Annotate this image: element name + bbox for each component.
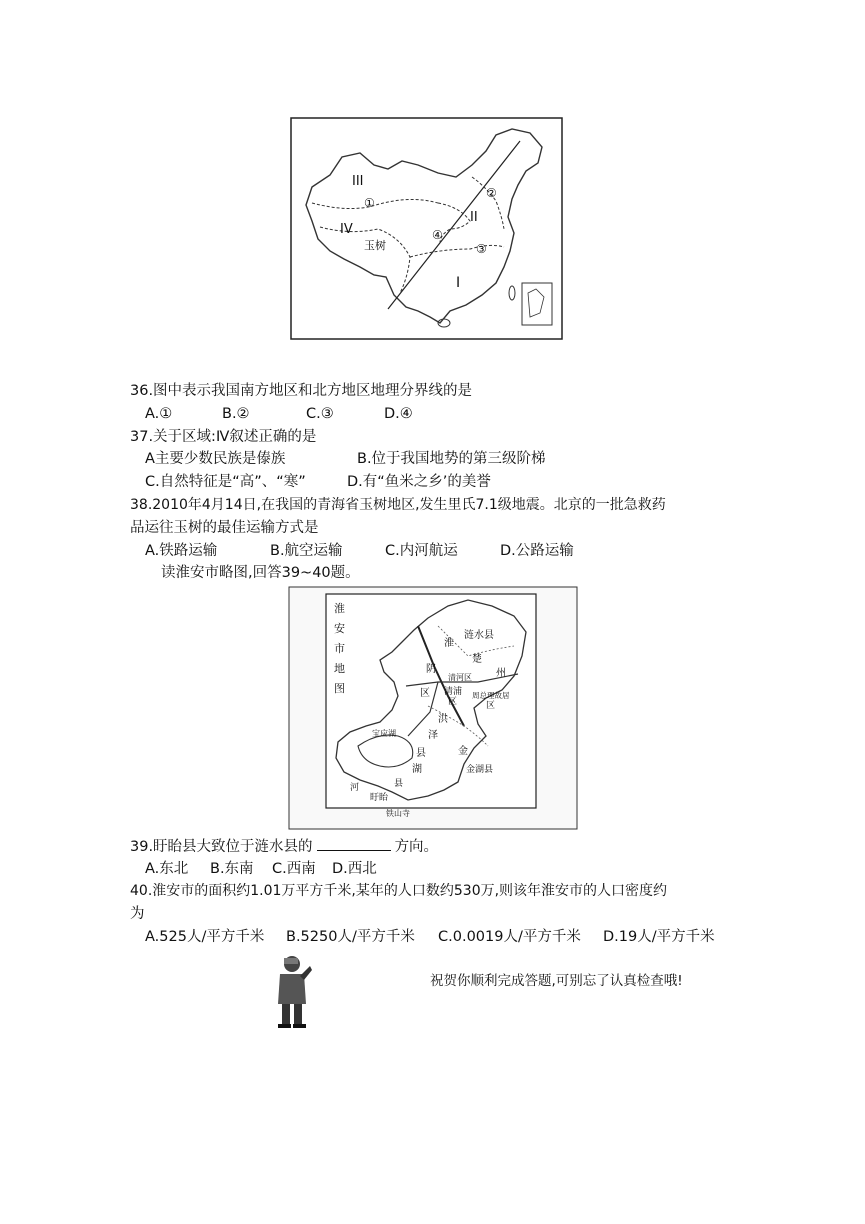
q39-option-a: A.东北 bbox=[145, 861, 189, 877]
q38-option-a: A.铁路运输 bbox=[145, 543, 218, 559]
xuyi-xian-label: 县 bbox=[394, 779, 404, 789]
q36-option-a: A.① bbox=[145, 406, 173, 422]
region-iv-label: IV bbox=[340, 222, 353, 237]
q39-stem-before: 39.盱眙县大致位于涟水县的 bbox=[130, 839, 313, 855]
qingpu-label: 清浦 bbox=[444, 687, 463, 697]
q37-stem: 37.关于区域:Ⅳ叙述正确的是 bbox=[130, 429, 317, 445]
q40-stem-line2: 为 bbox=[130, 906, 145, 922]
q39-stem-after: 方向。 bbox=[394, 839, 439, 855]
chuzhou-qu-label: 区 bbox=[486, 701, 496, 711]
map2-intro: 读淮安市略图,回答39~40题。 bbox=[161, 565, 360, 581]
q39-answer-blank bbox=[317, 836, 391, 851]
q38-option-d: D.公路运输 bbox=[500, 543, 574, 559]
tieshan-label: 铁山寺 bbox=[386, 809, 410, 818]
china-regions-map bbox=[290, 117, 563, 340]
qinghe-label: 清河区 bbox=[448, 673, 472, 682]
huaiyin-label-3: 区 bbox=[420, 688, 430, 699]
q38-stem-line2: 品运往玉树的最佳运输方式是 bbox=[130, 520, 319, 536]
zhouenlai-label: 周总理故居 bbox=[472, 691, 510, 700]
q39-stem bbox=[130, 836, 438, 857]
huaiyin-label-2: 阴 bbox=[426, 664, 436, 675]
region-iii-label: III bbox=[352, 174, 364, 189]
q40-option-a: A.525人/平方千米 bbox=[145, 929, 265, 945]
xuyi-label: 盱眙 bbox=[370, 793, 389, 803]
hongze-label-1: 洪 bbox=[438, 714, 448, 725]
q37-option-b: B.位于我国地势的第三级阶梯 bbox=[357, 451, 546, 467]
thinking-man-illustration bbox=[262, 952, 324, 1032]
marker-3: ③ bbox=[476, 242, 487, 256]
q40-stem-line1: 40.淮安市的面积约1.01万平方千米,某年的人口数约530万,则该年淮安市的人口密度约 bbox=[130, 883, 668, 899]
marker-2: ② bbox=[486, 186, 497, 200]
hongze-lake-label: 宝应湖 bbox=[372, 729, 396, 738]
south-sea-inset bbox=[522, 283, 552, 325]
q40-option-b: B.5250人/平方千米 bbox=[286, 929, 415, 945]
map2-title-char-3: 市 bbox=[334, 642, 345, 655]
q38-option-b: B.航空运输 bbox=[270, 543, 343, 559]
marker-1: ① bbox=[364, 196, 375, 210]
hongze-label-2: 泽 bbox=[428, 730, 438, 741]
q39-option-d: D.西北 bbox=[332, 861, 377, 877]
q38-stem-line1: 38.2010年4月14日,在我国的青海省玉树地区,发生里氏7.1级地震。北京的一批急救药 bbox=[130, 497, 666, 513]
map2-title-char-2: 安 bbox=[334, 622, 345, 635]
q37-option-a: A主要少数民族是傣族 bbox=[145, 451, 286, 467]
lianshui-label: 涟水县 bbox=[464, 630, 494, 641]
closing-message: 祝贺你顺利完成答题,可别忘了认真检查哦! bbox=[430, 973, 683, 989]
q37-option-d: D.有“鱼米之乡’的美誉 bbox=[347, 474, 491, 490]
q40-option-c: C.0.0019人/平方千米 bbox=[438, 929, 581, 945]
yushu-label: 玉树 bbox=[364, 239, 386, 252]
map2-title-char-5: 图 bbox=[334, 682, 345, 695]
hu-label: 湖 bbox=[412, 764, 422, 775]
region-i-label: I bbox=[456, 275, 461, 291]
huaian-city-map bbox=[288, 586, 578, 830]
map2-title-char-1: 淮 bbox=[334, 602, 345, 615]
jinhu-label: 金湖县 bbox=[466, 765, 494, 775]
q36-option-b: B.② bbox=[222, 406, 250, 422]
marker-4: ④ bbox=[432, 228, 443, 242]
hongze-label-3: 县 bbox=[416, 748, 426, 759]
q36-stem: 36.图中表示我国南方地区和北方地区地理分界线的是 bbox=[130, 383, 473, 399]
q36-option-c: C.③ bbox=[306, 406, 334, 422]
region-ii-label: II bbox=[470, 210, 478, 225]
chuzhou-label-1: 楚 bbox=[472, 654, 482, 665]
chuzhou-label-2: 州 bbox=[496, 668, 506, 679]
q37-option-c: C.自然特征是“高”、“寒” bbox=[145, 474, 306, 490]
hehu-label: 河 bbox=[350, 783, 360, 793]
jin-label: 金 bbox=[458, 746, 468, 757]
q39-option-b: B.东南 bbox=[210, 861, 254, 877]
q38-option-c: C.内河航运 bbox=[385, 543, 458, 559]
q39-option-c: C.西南 bbox=[272, 861, 316, 877]
map2-title-char-4: 地 bbox=[334, 662, 345, 675]
qingpu-qu-label: 区 bbox=[448, 697, 458, 707]
huaiyin-label-1: 淮 bbox=[444, 638, 454, 649]
q36-option-d: D.④ bbox=[384, 406, 413, 422]
q40-option-d: D.19人/平方千米 bbox=[603, 929, 715, 945]
